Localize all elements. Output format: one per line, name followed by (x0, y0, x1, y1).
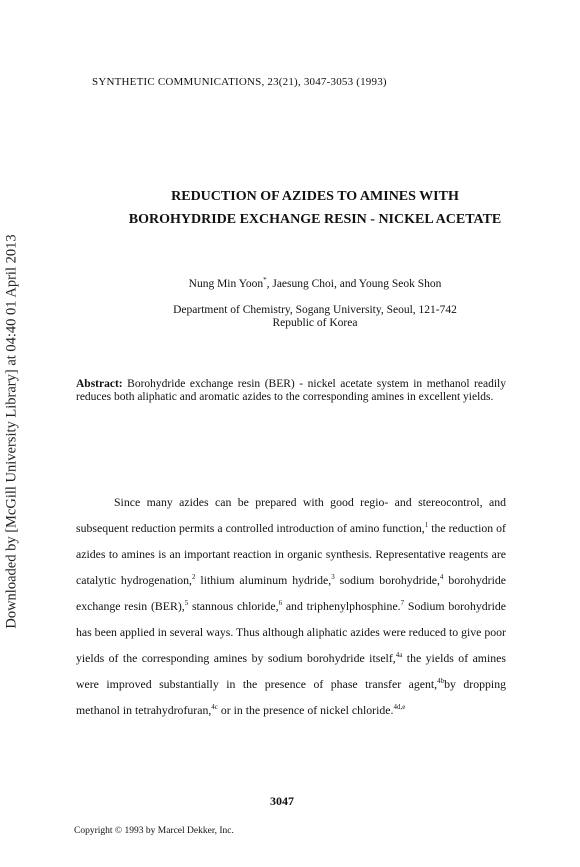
copyright-notice: Copyright © 1993 by Marcel Dekker, Inc. (74, 826, 234, 836)
affiliation-line-1: Department of Chemistry, Sogang University, Seoul, 121-742 (173, 304, 457, 316)
citation: 7 (400, 599, 405, 608)
citation: 4c (211, 703, 218, 712)
author-first: Nung Min Yoon (188, 278, 264, 290)
citation: 6 (278, 599, 283, 608)
corresponding-author-mark: * (263, 276, 267, 285)
abstract (76, 378, 506, 403)
citation: 4 (439, 573, 444, 582)
author-list (70, 278, 560, 290)
body-run: stannous chloride, (188, 599, 279, 613)
abstract-text: Borohydride exchange resin (BER) - nickel acetate system in methanol readily reduces both aliphatic and aromatic azides to the corresponding amines in excellent yields. (76, 378, 506, 403)
affiliation (70, 304, 560, 330)
citation: 1 (424, 521, 429, 530)
page-number: 3047 (270, 794, 294, 808)
citation: 2 (191, 573, 196, 582)
affiliation-line-2: Republic of Korea (272, 317, 358, 329)
body-run: the reduction of azides to amines is an important reaction in organic synthesis. Representative reagents are catalytic hydrogenation, (76, 521, 506, 587)
body-paragraph (76, 489, 506, 723)
citation: 4a (395, 651, 403, 660)
body-run: by dropping methanol in tetrahydrofuran, (76, 677, 506, 717)
abstract-label: Abstract: (76, 378, 123, 390)
citation: 4d,e (393, 703, 406, 712)
citation: 5 (184, 599, 189, 608)
title-line-2: BOROHYDRIDE EXCHANGE RESIN - NICKEL ACETATE (128, 212, 502, 227)
body-run: borohydride exchange resin (BER), (76, 573, 506, 613)
citation: 3 (331, 573, 335, 582)
body-run: sodium borohydride, (334, 573, 440, 587)
body-run: Since many azides can be prepared with good regio- and stereocontrol, and subsequent reduction permits a controlled introduction of amino function, (76, 495, 506, 535)
citation: 4b (437, 677, 445, 686)
journal-header: SYNTHETIC COMMUNICATIONS, 23(21), 3047-3053 (1993) (92, 76, 387, 88)
body-run: lithium aluminum hydride, (195, 573, 332, 587)
body-run: or in the presence of nickel chloride. (217, 703, 394, 717)
title-line-1: REDUCTION OF AZIDES TO AMINES WITH (171, 189, 459, 204)
download-watermark: Downloaded by [McGill University Library] at 04:40 01 April 2013 (3, 234, 20, 629)
body-run: and triphenylphosphine. (282, 599, 401, 613)
author-others: , Jaesung Choi, and Young Seok Shon (266, 278, 442, 290)
body-run: Sodium borohydride has been applied in several ways. Thus although aliphatic azides were reduced to give poor yields of the corresponding amines by sodium borohydride itself, (76, 599, 506, 665)
body-text (76, 489, 506, 723)
body-run: the yields of amines were improved substantially in the presence of phase transfer agent, (76, 651, 506, 691)
